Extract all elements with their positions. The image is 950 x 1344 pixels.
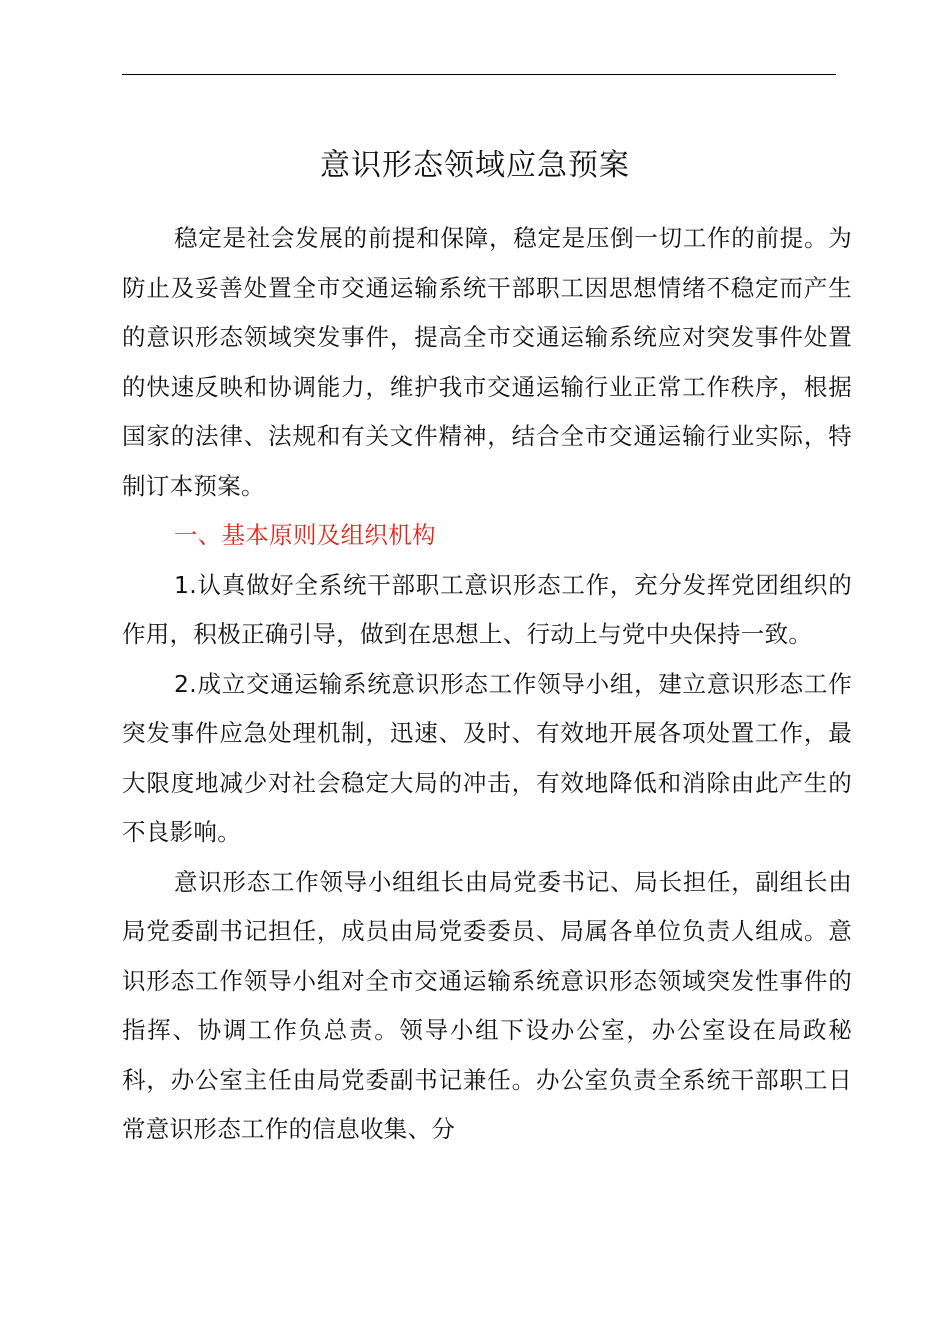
header-rule — [122, 74, 836, 75]
document-body — [122, 214, 852, 1155]
document-title: 意识形态领域应急预案 — [320, 148, 630, 183]
principle-paragraph-2: 2.成立交通运输系统意识形态工作领导小组，建立意识形态工作突发事件应急处理机制，迅速、及时、有效地开展各项处置工作，最大限度地减少对社会稳定大局的冲击，有效地降低和消除由此产生的不良影响。 — [122, 669, 852, 846]
intro-paragraph: 稳定是社会发展的前提和保障，稳定是压倒一切工作的前提。为防止及妥善处置全市交通运输系统干部职工因思想情绪不稳定而产生的意识形态领域突发事件，提高全市交通运输系统应对突发事件处置的快速反映和协调能力，维护我市交通运输行业正常工作秩序，根据国家的法律、法规和有关文件精神，结合全市交通运输行业实际，特制订本预案。 — [122, 224, 852, 500]
leadership-paragraph: 意识形态工作领导小组组长由局党委书记、局长担任，副组长由局党委副书记担任，成员由局党委委员、局属各单位负责人组成。意识形态工作领导小组对全市交通运输系统意识形态领域突发性事件的指挥、协调工作负总责。领导小组下设办公室，办公室设在局政秘科，办公室主任由局党委副书记兼任。办公室负责全系统干部职工日常意识形态工作的信息收集、分 — [122, 867, 852, 1143]
section-heading: 一、基本原则及组织机构 — [174, 521, 436, 549]
principle-paragraph-1: 1.认真做好全系统干部职工意识形态工作，充分发挥党团组织的作用，积极正确引导，做到在思想上、行动上与党中央保持一致。 — [122, 570, 852, 648]
